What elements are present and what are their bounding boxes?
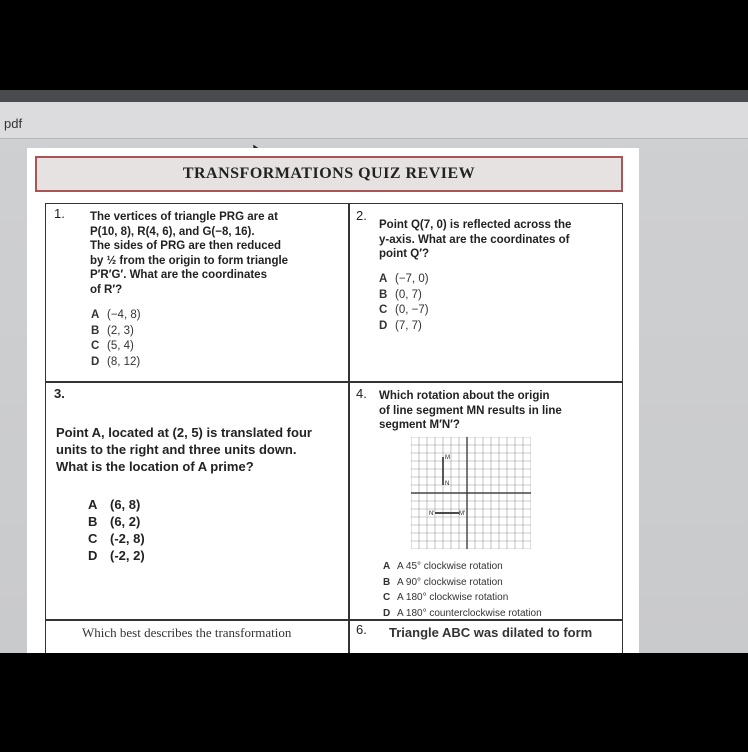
answer-option[interactable]: A (−7, 0) [379, 273, 429, 285]
page-title: TRANSFORMATIONS QUIZ REVIEW [182, 165, 476, 182]
point-label: N′ [429, 511, 435, 517]
column-divider [348, 204, 350, 653]
question-text [379, 218, 619, 262]
text-line: The vertices of triangle PRG are at [90, 211, 278, 223]
answer-option[interactable]: A A 45° clockwise rotation [383, 561, 503, 572]
answer-option[interactable]: D (8, 12) [91, 355, 141, 368]
text-line: of line segment MN results in line [379, 404, 562, 417]
question-number: 1. [54, 206, 65, 221]
question-number: 3. [54, 386, 65, 401]
answer-option[interactable]: C (0, −7) [379, 304, 429, 316]
answer-options [379, 272, 429, 334]
point-label: M′ [459, 511, 466, 517]
answer-option[interactable]: D (7, 7) [379, 319, 422, 332]
answer-option[interactable]: B (6, 2) [88, 514, 141, 529]
answer-option[interactable]: D (-2, 2) [88, 548, 145, 563]
coordinate-grid [411, 437, 531, 549]
point-label: N [445, 481, 450, 487]
question-text [56, 424, 346, 475]
text-line: y-axis. What are the coordinates of [379, 233, 570, 246]
viewer-toolbar [0, 102, 748, 139]
document-page [27, 148, 639, 653]
answer-option[interactable]: C (5, 4) [91, 340, 134, 352]
title-banner [35, 156, 623, 192]
answer-options [88, 496, 145, 564]
text-line: by ½ from the origin to form triangle [90, 254, 289, 267]
answer-option[interactable]: B A 90° clockwise rotation [383, 576, 503, 588]
question-text: Which best describes the transformation [82, 625, 292, 640]
text-line: Which rotation about the origin [379, 390, 550, 402]
answer-option[interactable]: A (6, 8) [88, 497, 141, 512]
text-line: The sides of PRG are then reduced [90, 240, 282, 252]
answer-option[interactable]: C A 180° clockwise rotation [383, 592, 509, 603]
text-line: of R′? [90, 283, 123, 296]
question-text [379, 389, 619, 433]
point-label: M [445, 455, 450, 461]
text-line: point Q′? [379, 248, 430, 260]
answer-options [91, 308, 141, 370]
question-number: 6. [356, 622, 367, 637]
text-line: P(10, 8), R(4, 6), and G(−8, 16). [90, 225, 255, 238]
text-line: Point Q(7, 0) is reflected across the [379, 219, 572, 231]
question-number: 4. [356, 386, 367, 401]
text-line: units to the right and three units down. [56, 442, 297, 457]
app-label: pdf [4, 116, 23, 131]
answer-options [383, 559, 542, 621]
question-text: Triangle ABC was dilated to form [389, 625, 593, 640]
question-text [90, 210, 345, 297]
answer-option[interactable]: C (-2, 8) [88, 531, 145, 546]
row-divider [46, 381, 622, 383]
text-line: Point A, located at (2, 5) is translated four [56, 425, 312, 440]
answer-option[interactable]: B (2, 3) [91, 324, 134, 337]
question-grid [45, 203, 623, 653]
answer-option[interactable]: B (0, 7) [379, 288, 422, 301]
title-bar [0, 90, 748, 102]
question-number: 2. [356, 208, 367, 223]
text-line: segment M′N′? [379, 419, 460, 431]
answer-option[interactable]: A (−4, 8) [91, 309, 141, 321]
text-line: P′R′G′. What are the coordinates [90, 269, 267, 281]
screen [0, 90, 748, 653]
answer-option[interactable]: D A 180° counterclockwise rotation [383, 607, 542, 619]
text-line: What is the location of A prime? [56, 459, 254, 474]
